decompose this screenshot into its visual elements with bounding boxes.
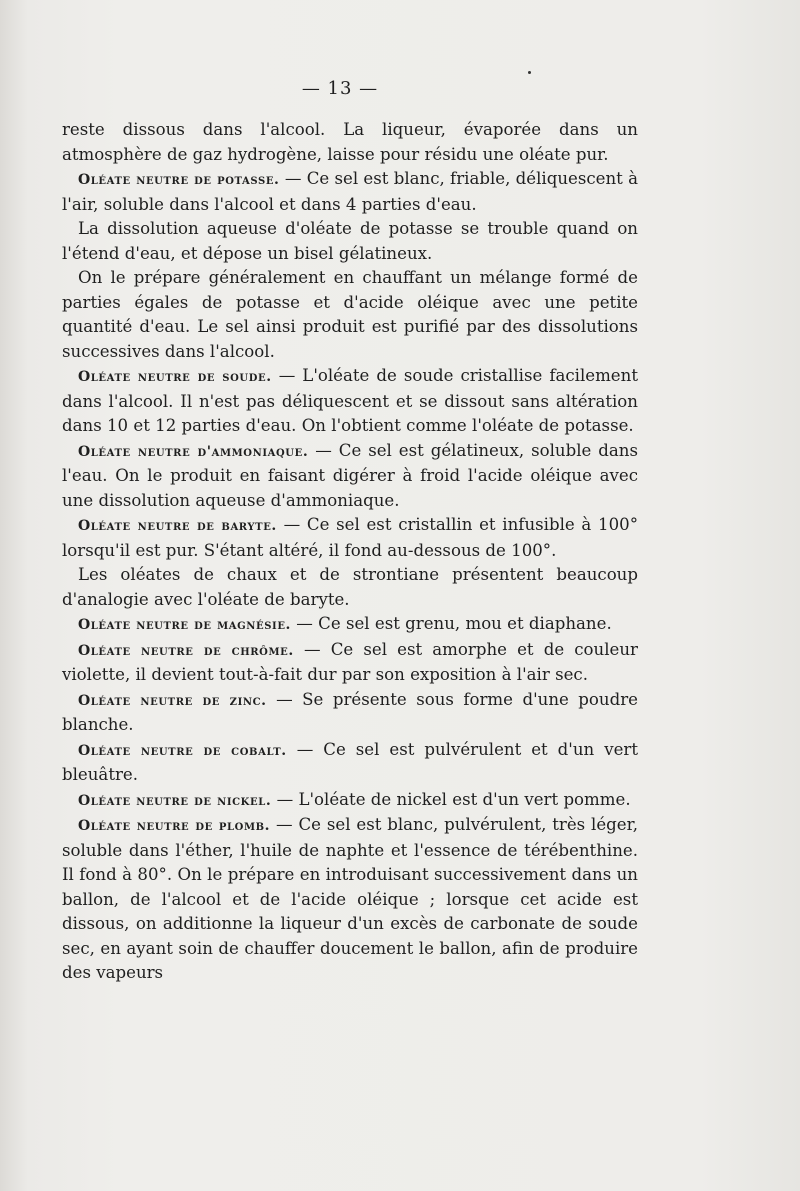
paragraph-cobalt <box>62 738 638 788</box>
paragraph-text: On le prépare généralement en chauffant un mélange formé de parties égales de potasse et d'acide oléique avec une petite quantité d'eau. Le sel ainsi produit est purifié par des dissolutions successives dans l'alcool. <box>62 268 638 361</box>
ink-speck <box>528 71 531 74</box>
section-heading: Oléate neutre de magnésie. <box>78 617 292 633</box>
paragraph <box>62 266 638 364</box>
paragraph-text: Les oléates de chaux et de strontiane présentent beaucoup d'analogie avec l'oléate de baryte. <box>62 565 638 609</box>
section-heading: Oléate neutre de nickel. <box>78 792 272 809</box>
section-heading: Oléate neutre de chrôme. <box>78 642 294 659</box>
paragraph-potasse <box>62 167 638 217</box>
paragraph-text: — Ce sel est pulvérulent et d'un vert bleuâtre. <box>62 739 638 784</box>
paragraph-text: — Ce sel est gélatineux, soluble dans l'eau. On le produit en faisant digérer à froid l'acide oléique avec une dissolution aqueuse d'ammoniaque. <box>62 440 638 510</box>
paragraph-baryte <box>62 513 638 563</box>
paragraph-magnesie <box>62 612 638 638</box>
paragraph-text: — L'oléate de soude cristallise facilement dans l'alcool. Il n'est pas déliquescent et se dissout sans altération dans 10 et 12 parties d'eau. On l'obtient comme l'oléate de potasse. <box>62 366 638 435</box>
section-heading: Oléate neutre de plomb. <box>78 818 271 834</box>
section-heading: Oléate neutre de cobalt. <box>78 742 287 759</box>
body-text <box>62 118 638 986</box>
section-heading: Oléate neutre de potasse. <box>78 172 280 188</box>
section-heading: Oléate neutre de zinc. <box>78 692 267 709</box>
paragraph <box>62 217 638 266</box>
paragraph-chrome <box>62 638 638 688</box>
paragraph-text: reste dissous dans l'alcool. La liqueur, évaporée dans un atmosphère de gaz hydrogène, laisse pour résidu une oléate pur. <box>62 120 638 164</box>
paragraph <box>62 118 638 167</box>
paragraph-ammoniaque <box>62 439 638 514</box>
paragraph-plomb <box>62 813 638 986</box>
section-heading: Oléate neutre de baryte. <box>78 518 277 534</box>
paragraph-text: — Ce sel est amorphe et de couleur violette, il devient tout-à-fait dur par son exposition à l'air sec. <box>62 639 638 684</box>
paragraph-zinc <box>62 688 638 738</box>
paragraph-nickel <box>62 788 638 814</box>
section-heading: Oléate neutre de soude. <box>78 369 272 385</box>
paragraph-text: — Ce sel est grenu, mou et diaphane. <box>291 614 612 633</box>
paragraph-text: — L'oléate de nickel est d'un vert pomme. <box>271 789 631 809</box>
paragraph-text: La dissolution aqueuse d'oléate de potasse se trouble quand on l'étend d'eau, et dépose un bisel gélatineux. <box>62 219 638 263</box>
paragraph-text: — Ce sel est blanc, pulvérulent, très léger, soluble dans l'éther, l'huile de naphte et l'essence de térébenthine. Il fond à 80°. On le prépare en introduisant successivement dans un ballon, de l'alcool et de l'acide oléique ; lorsque cet acide est dissous, on additionne la liqueur d'un excès de carbonate de soude sec, en ayant soin de chauffer doucement le ballon, afin de produire des vapeurs <box>62 815 638 982</box>
paragraph-text: — Se présente sous forme d'une poudre blanche. <box>62 689 638 734</box>
page-number: — 13 — <box>301 78 379 99</box>
paragraph <box>62 563 638 612</box>
section-heading: Oléate neutre d'ammoniaque. <box>78 443 309 460</box>
paragraph-text: — Ce sel est cristallin et infusible à 100° lorsqu'il est pur. S'étant altéré, il fond au-dessous de 100°. <box>62 515 638 560</box>
paragraph-soude <box>62 364 638 439</box>
paragraph-text: — Ce sel est blanc, friable, déliquescent à l'air, soluble dans l'alcool et dans 4 parties d'eau. <box>62 169 638 214</box>
